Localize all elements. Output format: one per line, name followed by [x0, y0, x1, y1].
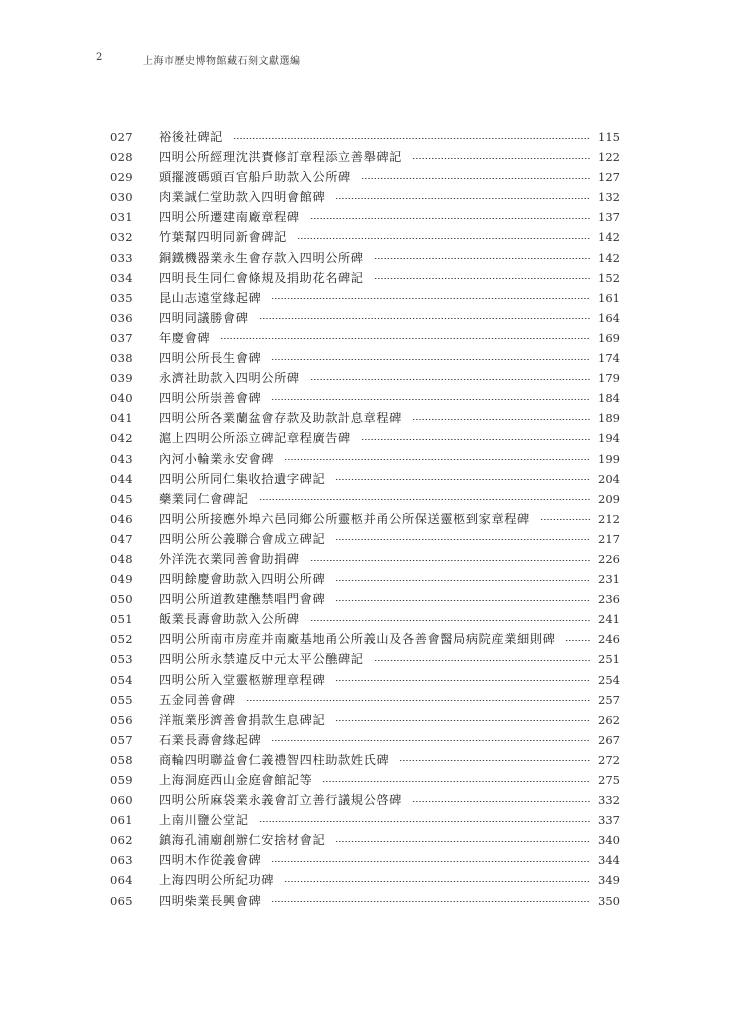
toc-entry-title: 四明公所入堂靈柩辦理章程碑 — [159, 672, 326, 687]
dot-leader — [271, 359, 590, 360]
toc-entry[interactable] — [110, 710, 620, 730]
toc-entry-page: 267 — [598, 732, 620, 747]
dot-leader — [335, 539, 590, 540]
toc-entry-number: 048 — [110, 551, 133, 566]
toc-entry[interactable] — [110, 147, 620, 167]
toc-entry-page: 246 — [598, 632, 620, 647]
dot-leader — [335, 720, 590, 721]
toc-entry-number: 055 — [110, 692, 133, 707]
toc-entry-number: 047 — [110, 531, 133, 546]
toc-entry-page: 199 — [598, 451, 620, 466]
toc-entry-number: 061 — [110, 813, 133, 828]
toc-entry-page: 142 — [598, 230, 620, 245]
dot-leader — [335, 479, 590, 480]
toc-entry[interactable] — [110, 248, 620, 268]
toc-entry[interactable] — [110, 428, 620, 448]
toc-entry-page: 115 — [598, 130, 620, 144]
dot-leader — [233, 138, 590, 139]
toc-entry[interactable] — [110, 449, 620, 469]
toc-entry-title: 裕後社碑記 — [159, 130, 223, 144]
toc-entry[interactable] — [110, 268, 620, 288]
toc-entry-title: 四明公所經理沈洪賚修訂章程添立善舉碑記 — [159, 150, 402, 165]
toc-entry-title: 飯業長壽會助款入公所碑 — [159, 612, 300, 627]
toc-entry[interactable] — [110, 770, 620, 790]
toc-entry-page: 241 — [598, 612, 620, 627]
dot-leader — [271, 740, 590, 741]
toc-entry-number: 031 — [110, 210, 133, 225]
toc-entry-number: 033 — [110, 250, 133, 265]
dot-leader — [284, 881, 590, 882]
toc-entry-page: 137 — [598, 210, 620, 225]
dot-leader — [374, 278, 590, 279]
toc-entry-number: 046 — [110, 511, 133, 526]
toc-entry-title: 四明餘慶會助款入四明公所碑 — [159, 572, 326, 587]
toc-entry-number: 057 — [110, 732, 133, 747]
toc-entry[interactable] — [110, 670, 620, 690]
dot-leader — [310, 379, 590, 380]
toc-entry-number: 054 — [110, 672, 133, 687]
toc-entry[interactable] — [110, 469, 620, 489]
toc-entry-title: 竹葉幫四明同新會碑記 — [159, 230, 287, 245]
toc-entry-number: 038 — [110, 351, 133, 366]
toc-entry-page: 127 — [598, 170, 620, 185]
dot-leader — [310, 620, 590, 621]
dot-leader — [335, 841, 590, 842]
toc-entry-number: 028 — [110, 150, 133, 165]
toc-entry-title: 商輪四明聯益會仁義禮智四柱助款姓氏碑 — [159, 752, 390, 767]
dot-leader — [335, 600, 590, 601]
toc-entry-page: 179 — [598, 371, 620, 386]
toc-entry-title: 頭擺渡碼頭百官船戶助款入公所碑 — [159, 170, 351, 185]
toc-entry-page: 254 — [598, 672, 620, 687]
table-of-contents — [110, 127, 620, 911]
dot-leader — [335, 680, 590, 681]
toc-entry[interactable] — [110, 227, 620, 247]
toc-entry[interactable] — [110, 870, 620, 890]
toc-entry-number: 045 — [110, 491, 133, 506]
toc-entry[interactable] — [110, 609, 620, 629]
toc-entry[interactable] — [110, 187, 620, 207]
toc-entry[interactable] — [110, 529, 620, 549]
toc-entry[interactable] — [110, 569, 620, 589]
toc-entry-title: 上海四明公所紀功碑 — [159, 873, 275, 888]
toc-entry-number: 037 — [110, 330, 133, 345]
toc-entry-page: 226 — [598, 551, 620, 566]
toc-entry[interactable] — [110, 830, 620, 850]
toc-entry-title: 五金同善會碑 — [159, 692, 236, 707]
toc-entry-page: 231 — [598, 572, 620, 587]
dot-leader — [374, 660, 590, 661]
toc-entry[interactable] — [110, 348, 620, 368]
toc-entry-page: 161 — [598, 290, 620, 305]
dot-leader — [220, 338, 590, 339]
dot-leader — [297, 238, 590, 239]
dot-leader — [259, 318, 590, 319]
page-header — [96, 48, 656, 68]
dot-leader — [310, 218, 590, 219]
toc-entry[interactable] — [110, 549, 620, 569]
toc-entry[interactable] — [110, 388, 620, 408]
toc-entry[interactable] — [110, 649, 620, 669]
toc-entry[interactable] — [110, 589, 620, 609]
dot-leader — [284, 459, 590, 460]
toc-entry-title: 四明同議勝會碑 — [159, 310, 249, 325]
toc-entry-number: 062 — [110, 833, 133, 848]
toc-entry[interactable] — [110, 368, 620, 388]
toc-entry-title: 永濟社助款入四明公所碑 — [159, 371, 300, 386]
toc-entry-title: 四明公所永禁違反中元太平公醮碑記 — [159, 652, 364, 667]
toc-entry-title: 銅鐵機器業永生會存款入四明公所碑 — [159, 250, 364, 265]
dot-leader — [361, 439, 590, 440]
toc-entry-page: 142 — [598, 250, 620, 265]
toc-entry-page: 332 — [598, 793, 620, 808]
dot-leader — [399, 760, 590, 761]
toc-entry-title: 四明公所崇善會碑 — [159, 391, 262, 406]
toc-entry-title: 四明公所各業蘭盆會存款及助款計息章程碑 — [159, 411, 402, 426]
toc-entry-number: 036 — [110, 310, 133, 325]
toc-entry-number: 053 — [110, 652, 133, 667]
toc-entry-number: 042 — [110, 431, 133, 446]
toc-entry-title: 滬上四明公所添立碑記章程廣告碑 — [159, 431, 351, 446]
toc-entry-title: 四明長生同仁會條規及捐助花名碑記 — [159, 270, 364, 285]
toc-entry-title: 四明公所遷建南廠章程碑 — [159, 210, 300, 225]
toc-entry[interactable] — [110, 509, 620, 529]
toc-entry-title: 上南川鹽公堂記 — [159, 813, 249, 828]
toc-entry-number: 039 — [110, 371, 133, 386]
toc-entry-title: 上海洞庭西山金庭會館記等 — [159, 773, 313, 787]
dot-leader — [259, 499, 590, 500]
toc-entry-page: 169 — [598, 330, 620, 345]
toc-entry-number: 043 — [110, 451, 133, 466]
dot-leader — [412, 158, 590, 159]
toc-entry-page: 209 — [598, 491, 620, 506]
toc-entry-page: 262 — [598, 712, 620, 727]
dot-leader — [271, 399, 590, 400]
toc-entry-number: 058 — [110, 752, 133, 767]
toc-entry-number: 044 — [110, 471, 133, 486]
toc-entry-number: 041 — [110, 411, 133, 426]
toc-entry[interactable] — [110, 207, 620, 227]
dot-leader — [361, 178, 590, 179]
toc-entry-page: 349 — [598, 873, 620, 888]
toc-entry[interactable] — [110, 127, 620, 147]
toc-entry[interactable] — [110, 308, 620, 328]
page-number: 2 — [96, 52, 103, 63]
toc-entry-page: 272 — [598, 752, 620, 767]
dot-leader — [271, 861, 590, 862]
toc-entry-page: 350 — [598, 893, 620, 908]
toc-entry-page: 344 — [598, 853, 620, 868]
dot-leader — [246, 700, 590, 701]
toc-entry[interactable] — [110, 790, 620, 810]
toc-entry-title: 昆山志遠堂緣起碑 — [159, 290, 262, 305]
toc-entry-number: 049 — [110, 572, 133, 587]
toc-entry[interactable] — [110, 328, 620, 348]
toc-entry-number: 052 — [110, 632, 133, 647]
running-title: 上海市歷史博物館藏石刻文獻選編 — [143, 56, 301, 67]
toc-entry-page: 174 — [598, 351, 620, 366]
toc-entry-page: 194 — [598, 431, 620, 446]
toc-entry-page: 236 — [598, 592, 620, 607]
toc-entry-title: 肉業誠仁堂助款入四明會館碑 — [159, 190, 326, 205]
toc-entry-page: 184 — [598, 391, 620, 406]
toc-entry-page: 132 — [598, 190, 620, 205]
toc-entry-number: 034 — [110, 270, 133, 285]
toc-entry-title: 藥業同仁會碑記 — [159, 491, 249, 506]
dot-leader — [271, 901, 590, 902]
toc-entry-title: 四明公所同仁集收拾遺字碑記 — [159, 471, 326, 486]
toc-entry-page: 152 — [598, 270, 620, 285]
toc-entry[interactable] — [110, 489, 620, 509]
dot-leader — [412, 801, 590, 802]
toc-entry-number: 059 — [110, 773, 133, 787]
toc-entry-page: 204 — [598, 471, 620, 486]
toc-entry-page: 340 — [598, 833, 620, 848]
toc-entry-number: 064 — [110, 873, 133, 888]
toc-entry[interactable] — [110, 850, 620, 870]
dot-leader — [374, 258, 590, 259]
toc-entry-number: 035 — [110, 290, 133, 305]
toc-entry-number: 027 — [110, 130, 133, 144]
dot-leader — [322, 781, 590, 782]
toc-entry-number: 060 — [110, 793, 133, 808]
dot-leader — [271, 298, 590, 299]
toc-entry-title: 四明公所長生會碑 — [159, 351, 262, 366]
toc-entry-page: 189 — [598, 411, 620, 426]
toc-entry[interactable] — [110, 730, 620, 750]
toc-entry-page: 251 — [598, 652, 620, 667]
dot-leader — [335, 198, 590, 199]
toc-entry-page: 217 — [598, 531, 620, 546]
toc-entry-number: 030 — [110, 190, 133, 205]
dot-leader — [335, 580, 590, 581]
toc-entry-title: 石業長壽會緣起碑 — [159, 732, 262, 747]
dot-leader — [259, 821, 590, 822]
toc-entry[interactable] — [110, 288, 620, 308]
toc-entry-page: 257 — [598, 692, 620, 707]
toc-entry[interactable] — [110, 408, 620, 428]
toc-entry-number: 032 — [110, 230, 133, 245]
toc-entry[interactable] — [110, 891, 620, 911]
toc-entry-title: 內河小輪業永安會碑 — [159, 451, 275, 466]
dot-leader — [412, 419, 590, 420]
toc-entry[interactable] — [110, 629, 620, 649]
toc-entry[interactable] — [110, 690, 620, 710]
toc-entry-title: 四明柴業長興會碑 — [159, 893, 262, 908]
toc-entry-number: 029 — [110, 170, 133, 185]
dot-leader — [540, 519, 590, 520]
toc-entry-title: 鎮海孔浦廟創辦仁安捨材會記 — [159, 833, 326, 848]
toc-entry-title: 四明公所接應外埠六邑同鄉公所靈柩并甬公所保送靈柩到家章程碑 — [159, 511, 530, 526]
toc-entry-title: 四明公所麻袋業永義會訂立善行議規公啓碑 — [159, 793, 402, 808]
toc-entry-title: 四明公所道教建醮禁唱門會碑 — [159, 592, 326, 607]
toc-entry-page: 337 — [598, 813, 620, 828]
toc-entry-title: 四明木作從義會碑 — [159, 853, 262, 868]
toc-entry-number: 050 — [110, 592, 133, 607]
toc-entry-title: 四明公所公義聯合會成立碑記 — [159, 531, 326, 546]
toc-entry-number: 065 — [110, 893, 133, 908]
toc-entry-number: 040 — [110, 391, 133, 406]
toc-entry[interactable] — [110, 167, 620, 187]
toc-entry-title: 洋瓶業彤濟善會捐款生息碑記 — [159, 712, 326, 727]
dot-leader — [310, 560, 590, 561]
toc-entry-page: 164 — [598, 310, 620, 325]
toc-entry-number: 056 — [110, 712, 133, 727]
toc-entry-number: 051 — [110, 612, 133, 627]
toc-entry-title: 外洋洗衣業同善會助捐碑 — [159, 551, 300, 566]
toc-entry-number: 063 — [110, 853, 133, 868]
toc-entry-title: 四明公所南市房産并南廠基地甬公所義山及各善會醫局病院産業細則碑 — [159, 632, 556, 647]
toc-entry-page: 275 — [598, 773, 620, 787]
dot-leader — [565, 640, 590, 641]
toc-entry-page: 122 — [598, 150, 620, 165]
toc-entry-title: 年慶會碑 — [159, 330, 211, 345]
toc-entry[interactable] — [110, 750, 620, 770]
toc-entry-page: 212 — [598, 511, 620, 526]
toc-entry[interactable] — [110, 810, 620, 830]
